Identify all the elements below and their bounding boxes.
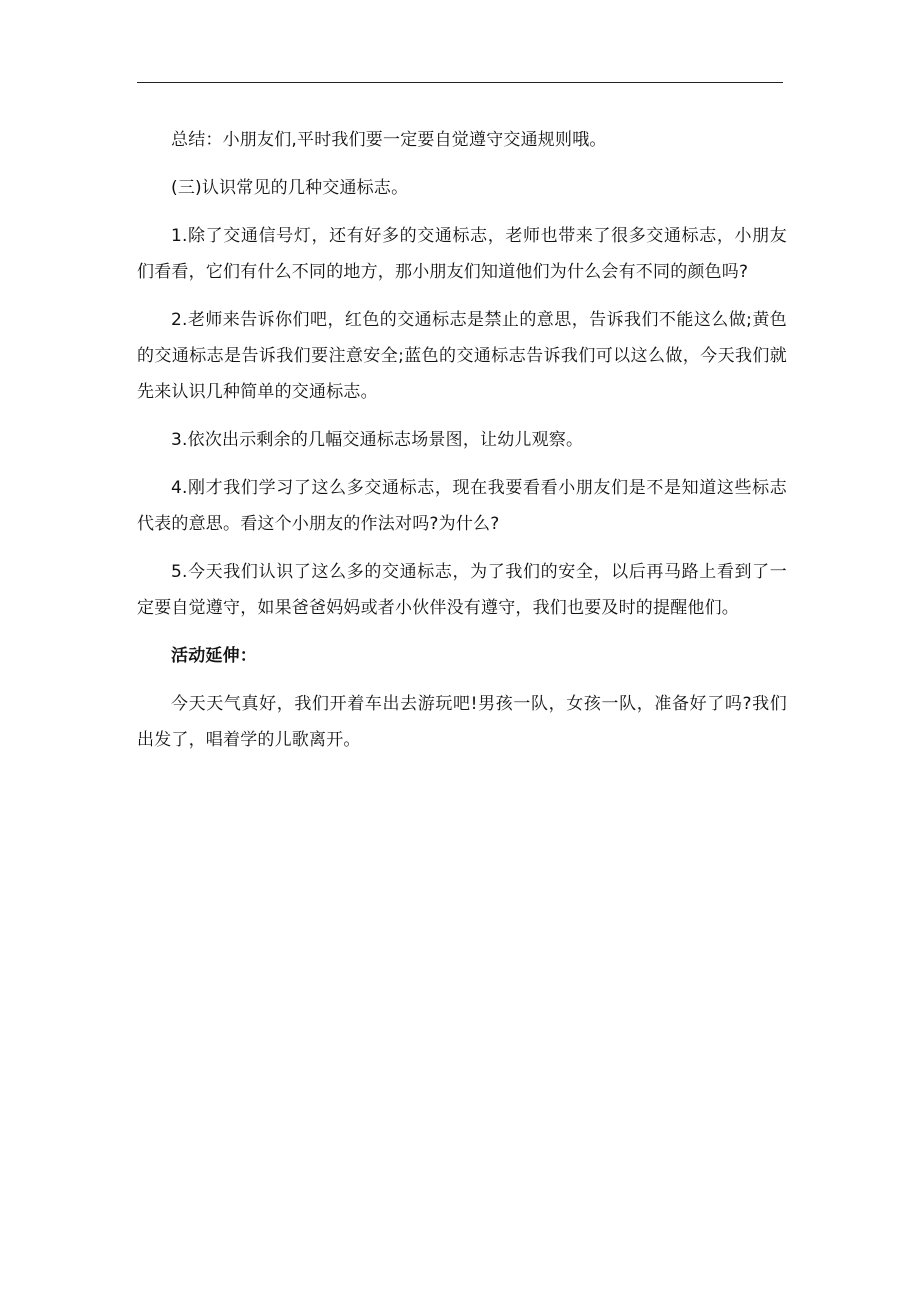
summary-paragraph: 总结：小朋友们,平时我们要一定要自觉遵守交通规则哦。: [171, 130, 607, 150]
header-rule: [137, 82, 783, 83]
activity-extension-heading: 活动延伸：: [171, 646, 257, 666]
step-1-paragraph: 1.除了交通信号灯，还有好多的交通标志，老师也带来了很多交通标志，小朋友们看看，它们有什么不同的地方，那小朋友们知道他们为什么会有不同的颜色吗?: [137, 226, 787, 282]
section-three-title: (三)认识常见的几种交通标志。: [171, 178, 409, 198]
document-body: [137, 122, 787, 770]
step-2-paragraph: 2.老师来告诉你们吧，红色的交通标志是禁止的意思，告诉我们不能这么做;黄色的交通标志是告诉我们要注意安全;蓝色的交通标志告诉我们可以这么做，今天我们就先来认识几种简单的交通标志。: [137, 310, 787, 402]
step-3-paragraph: 3.依次出示剩余的几幅交通标志场景图，让幼儿观察。: [171, 430, 584, 450]
step-4-paragraph: 4.刚才我们学习了这么多交通标志，现在我要看看小朋友们是不是知道这些标志代表的意思。看这个小朋友的作法对吗?为什么?: [137, 478, 787, 534]
activity-extension-paragraph: 今天天气真好，我们开着车出去游玩吧!男孩一队，女孩一队，准备好了吗?我们出发了，唱着学的儿歌离开。: [137, 694, 787, 750]
step-5-paragraph: 5.今天我们认识了这么多的交通标志，为了我们的安全，以后再马路上看到了一定要自觉遵守，如果爸爸妈妈或者小伙伴没有遵守，我们也要及时的提醒他们。: [137, 562, 787, 618]
